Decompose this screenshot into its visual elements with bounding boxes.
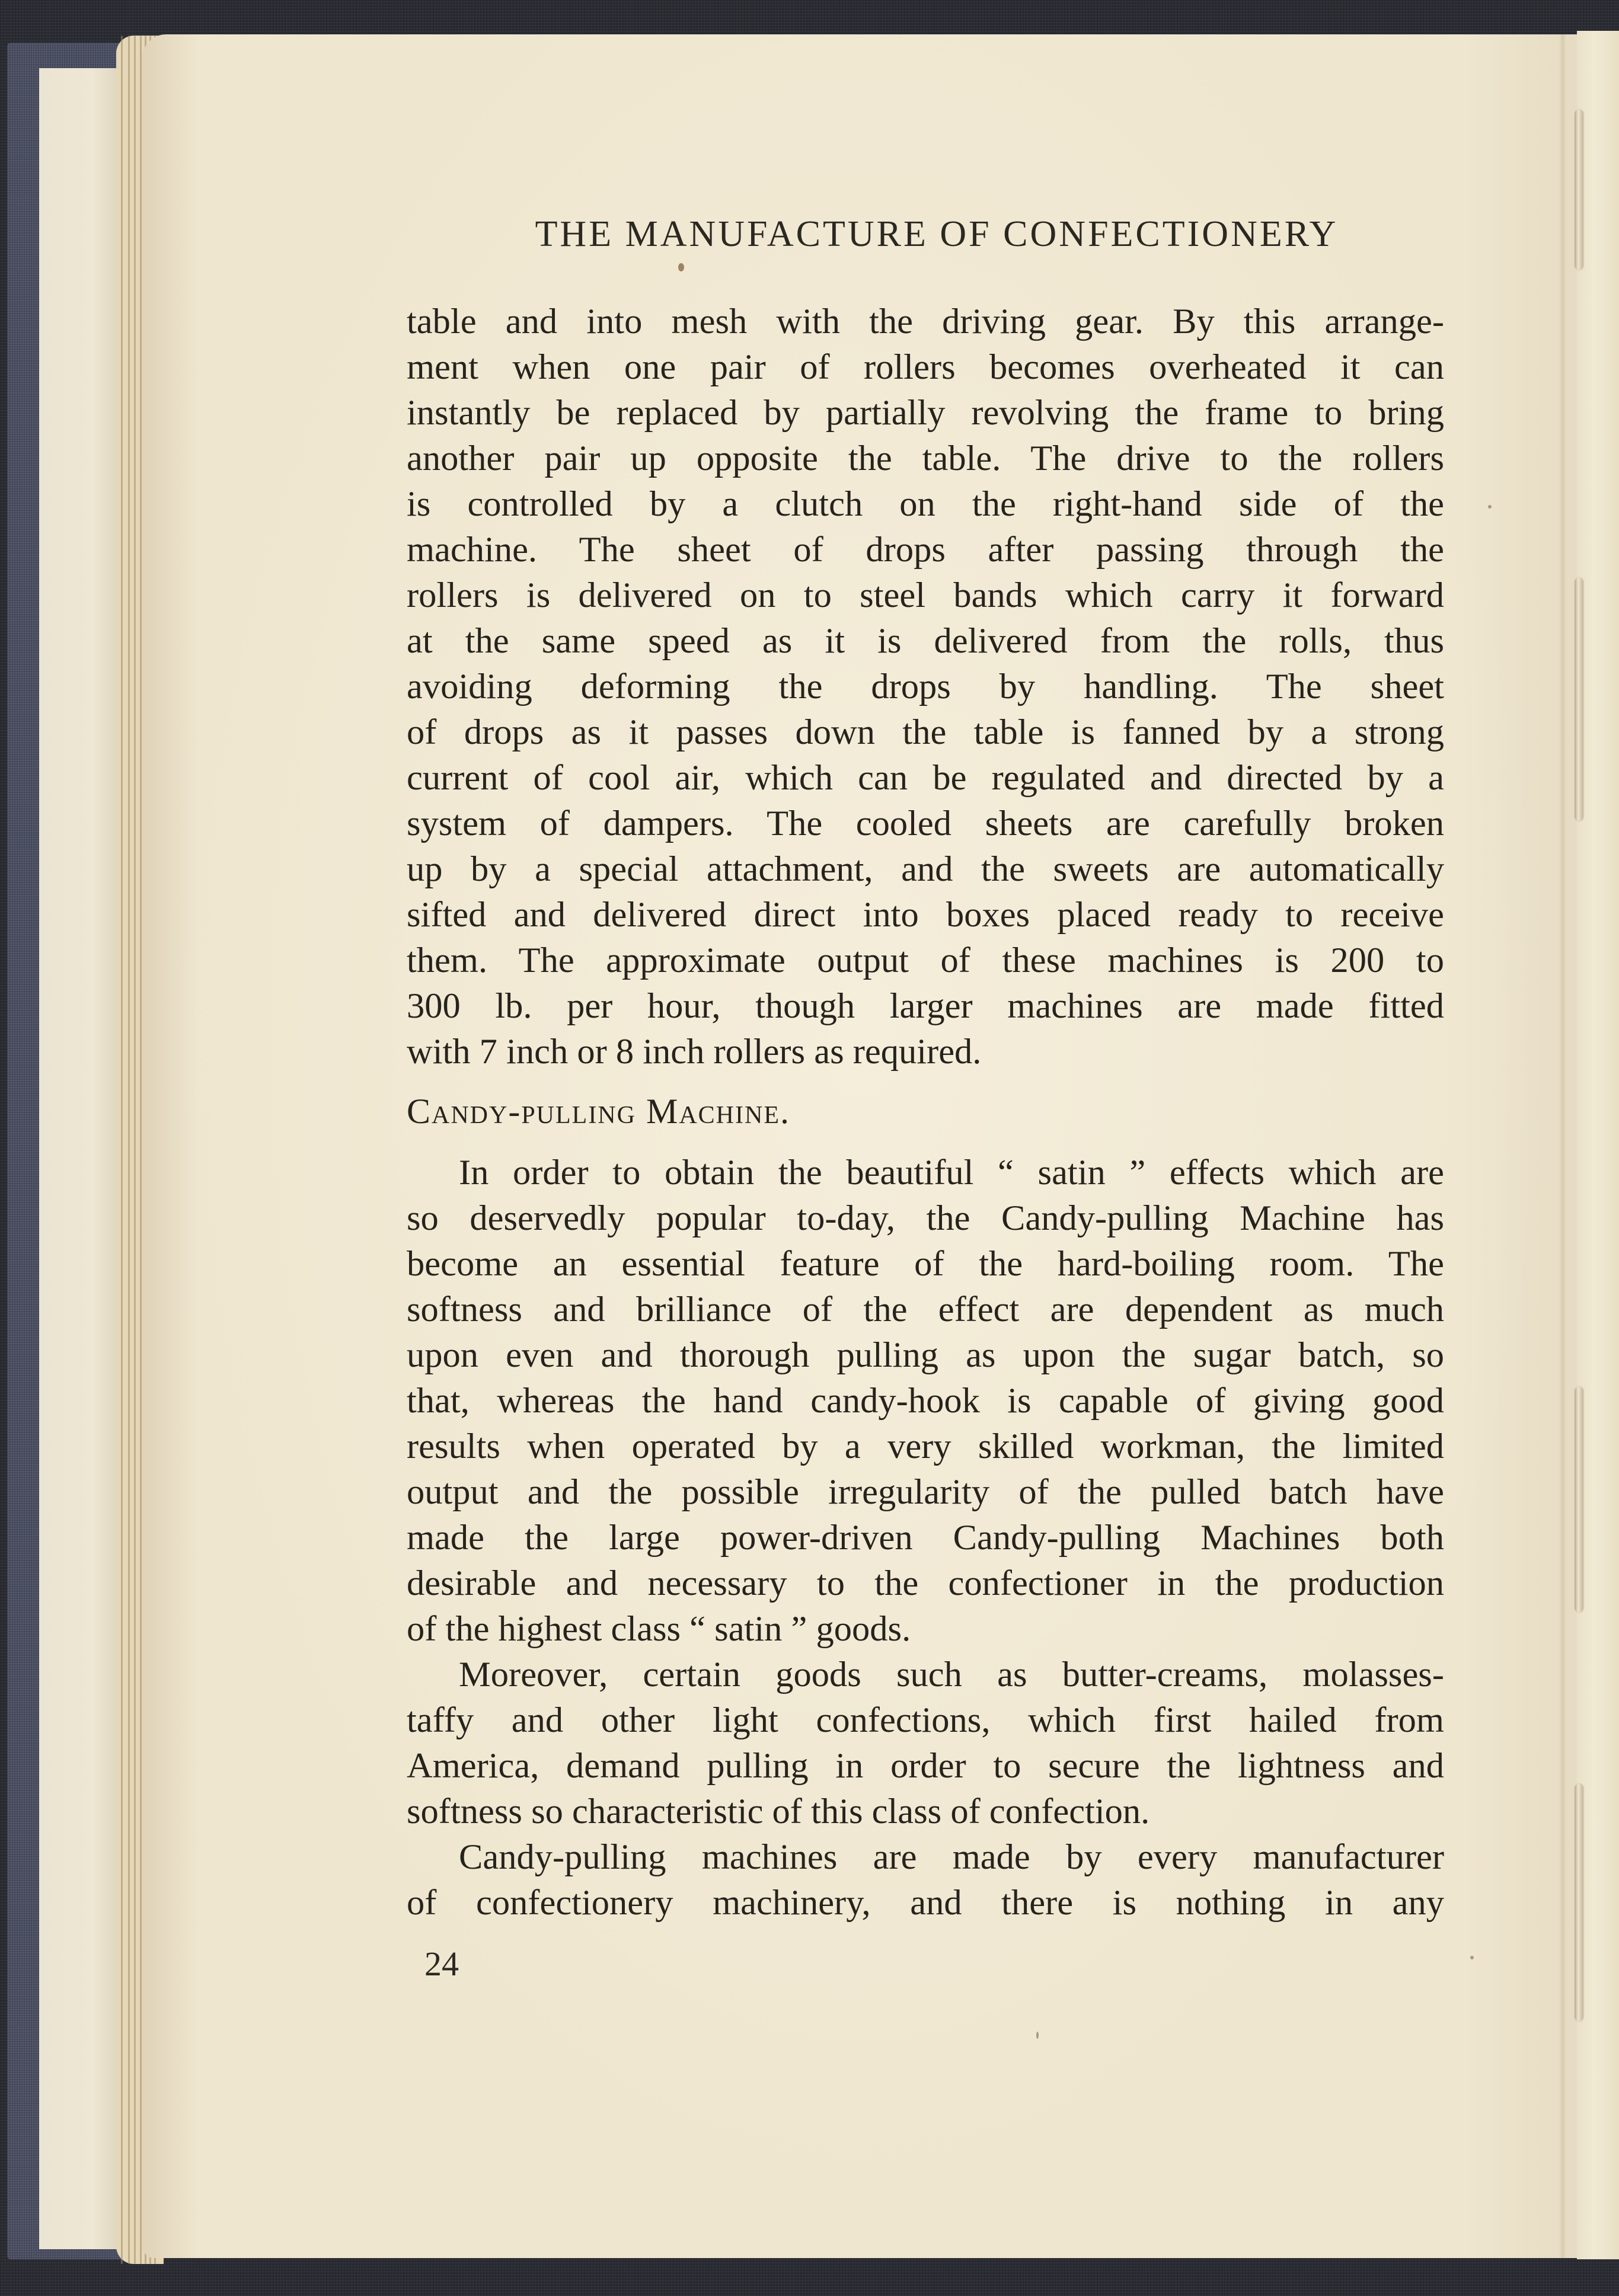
paragraph [407,1652,1444,1834]
text-line: 300 lb. per hour, though larger machines are made fitted [407,986,1444,1026]
text-line: at the same speed as it is delivered from the rolls, thus [407,621,1444,661]
binding-thread [1575,578,1583,821]
text-line: of drops as it passes down the table is fanned by a strong [407,712,1444,752]
text-line: that, whereas the hand candy-hook is capable of giving good [407,1381,1444,1421]
text-line: ment when one pair of rollers becomes overheated it can [407,347,1444,387]
continuation-paragraph [407,299,1444,1075]
text-line: Candy-pulling machines are made by every manufacturer [459,1837,1444,1877]
text-line: results when operated by a very skilled workman, the limited [407,1427,1444,1466]
text-line: output and the possible irregularity of the pulled batch have [407,1472,1444,1512]
text-line: desirable and necessary to the confectioner in the production [407,1563,1444,1603]
text-line: sifted and delivered direct into boxes placed ready to receive [407,895,1444,935]
text-line: table and into mesh with the driving gear. By this arrange- [407,302,1444,341]
page-edge [134,36,136,2264]
page-number: 24 [424,1945,459,1983]
page-body [407,299,1444,1926]
running-head: THE MANUFACTURE OF CONFECTIONERY [535,214,1339,254]
text-line: current of cool air, which can be regulated and directed by a [407,758,1444,798]
text-line: system of dampers. The cooled sheets are carefully broken [407,804,1444,843]
binding-thread [1575,1784,1583,2021]
text-line: another pair up opposite the table. The drive to the rollers [407,439,1444,478]
page-edge [121,36,123,2264]
facing-page-edge [1577,31,1619,2259]
text-line: softness and brilliance of the effect are dependent as much [407,1290,1444,1329]
text-line: avoiding deforming the drops by handling. The sheet [407,667,1444,706]
section-heading: Candy-pulling Machine. [407,1092,790,1131]
paper-speck [1470,1956,1474,1959]
paragraph [407,1834,1444,1926]
text-line: up by a special attachment, and the sweets are automatically [407,849,1444,889]
gutter-shadow [1559,34,1566,2258]
paper-speck [1036,2032,1039,2039]
binding-thread [1575,1387,1583,1612]
text-line: with 7 inch or 8 inch rollers as required. [407,1032,982,1072]
text-line: Moreover, certain goods such as butter-creams, molasses- [459,1655,1444,1694]
text-line: so deservedly popular to-day, the Candy-pulling Machine has [407,1198,1444,1238]
text-line: become an essential feature of the hard-boiling room. The [407,1244,1444,1284]
text-line: America, demand pulling in order to secure the lightness and [407,1746,1444,1786]
paper-speck [1488,505,1492,509]
text-line: instantly be replaced by partially revolving the frame to bring [407,393,1444,433]
endpaper [39,68,128,2249]
ink-spot [678,263,684,271]
text-line: is controlled by a clutch on the right-hand side of the [407,484,1444,524]
paragraph [407,1150,1444,1652]
text-line: rollers is delivered on to steel bands which carry it forward [407,575,1444,615]
text-line: of the highest class “ satin ” goods. [407,1609,911,1649]
text-line: In order to obtain the beautiful “ satin ” effects which are [459,1153,1444,1192]
page-edge [128,36,130,2264]
text-line: of confectionery machinery, and there is nothing in any [407,1883,1444,1923]
page-edge [140,36,142,2264]
text-line: them. The approximate output of these machines is 200 to [407,941,1444,980]
text-line: made the large power-driven Candy-pulling Machines both [407,1518,1444,1558]
text-line: upon even and thorough pulling as upon the sugar batch, so [407,1335,1444,1375]
text-line: taffy and other light confections, which first hailed from [407,1700,1444,1740]
binding-thread [1575,110,1583,270]
text-line: softness so characteristic of this class of confection. [407,1792,1150,1831]
text-line: machine. The sheet of drops after passing through the [407,530,1444,570]
